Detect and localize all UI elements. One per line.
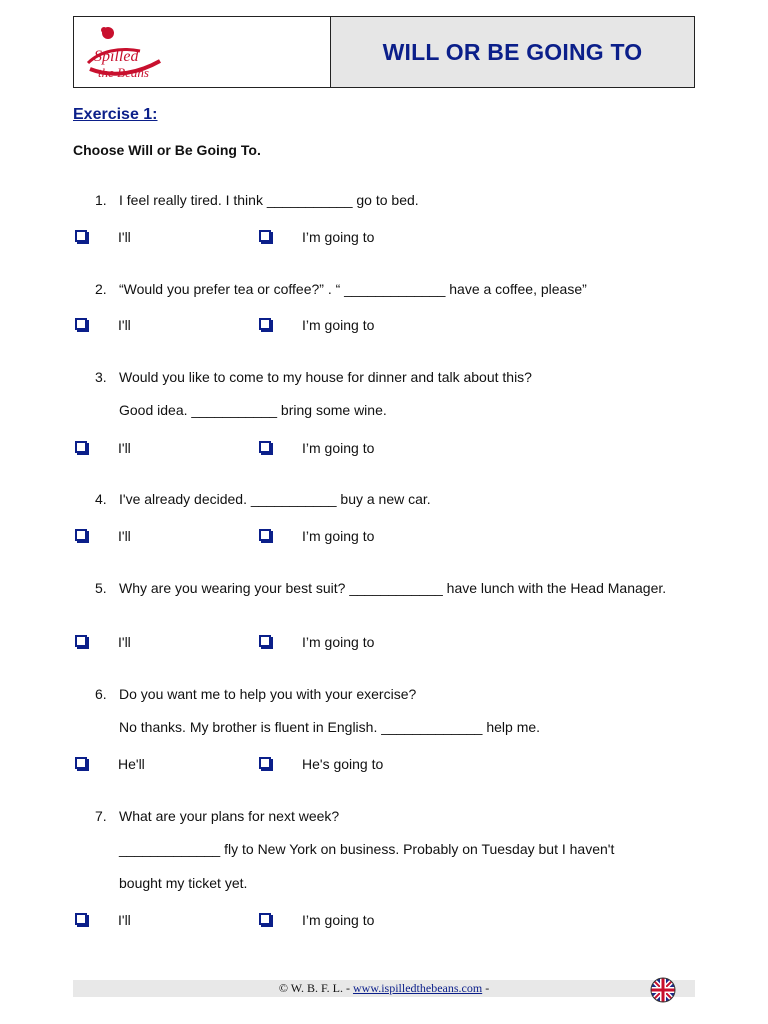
answer-options	[73, 440, 673, 458]
checkbox-option-b[interactable]	[259, 230, 271, 242]
answer-options	[73, 528, 673, 546]
question-text: I feel really tired. I think ___________ go to bed.	[119, 192, 419, 208]
question-number: 3.	[95, 369, 107, 385]
question-text: bought my ticket yet.	[119, 875, 248, 891]
answer-options	[73, 229, 673, 247]
question-text: Would you like to come to my house for dinner and talk about this?	[119, 369, 532, 385]
footer-suffix: -	[482, 981, 490, 995]
checkbox-option-a[interactable]	[75, 757, 87, 769]
checkbox-option-a[interactable]	[75, 913, 87, 925]
question-text: No thanks. My brother is fluent in English. _____________ help me.	[119, 719, 541, 735]
answer-options	[73, 317, 673, 335]
footer-link[interactable]: www.ispilledthebeans.com	[352, 981, 483, 995]
logo-cell	[74, 17, 331, 87]
option-a-label: I'll	[118, 317, 131, 333]
checkbox-option-a[interactable]	[75, 230, 87, 242]
option-b-label: I’m going to	[302, 528, 375, 544]
checkbox-option-b[interactable]	[259, 318, 271, 330]
checkbox-option-a[interactable]	[75, 318, 87, 330]
checkbox-option-b[interactable]	[259, 635, 271, 647]
question-number: 7.	[95, 808, 107, 824]
option-b-label: I’m going to	[302, 634, 375, 650]
question-number: 4.	[95, 491, 107, 507]
logo	[80, 21, 170, 85]
checkbox-option-b[interactable]	[259, 441, 271, 453]
svg-text:the Beans: the Beans	[98, 65, 149, 80]
question-text: I've already decided. ___________ buy a new car.	[119, 491, 431, 507]
question-number: 6.	[95, 686, 107, 702]
option-b-label: I’m going to	[302, 229, 375, 245]
checkbox-option-b[interactable]	[259, 529, 271, 541]
checkbox-option-b[interactable]	[259, 757, 271, 769]
option-a-label: I'll	[118, 528, 131, 544]
option-a-label: I'll	[118, 229, 131, 245]
option-b-label: I’m going to	[302, 317, 375, 333]
footer	[73, 980, 695, 997]
checkbox-option-a[interactable]	[75, 529, 87, 541]
checkbox-option-b[interactable]	[259, 913, 271, 925]
question-text: Good idea. ___________ bring some wine.	[119, 402, 387, 418]
instruction: Choose Will or Be Going To.	[73, 142, 261, 158]
option-b-label: I’m going to	[302, 912, 375, 928]
option-a-label: He'll	[118, 756, 145, 772]
option-a-label: I'll	[118, 634, 131, 650]
question-text: What are your plans for next week?	[119, 808, 340, 824]
uk-flag-icon	[650, 977, 676, 1003]
page-title: WILL OR BE GOING TO	[331, 17, 694, 87]
worksheet-header	[73, 16, 695, 88]
option-a-label: I'll	[118, 912, 131, 928]
checkbox-option-a[interactable]	[75, 635, 87, 647]
option-b-label: He's going to	[302, 756, 384, 772]
option-a-label: I'll	[118, 440, 131, 456]
question-number: 2.	[95, 281, 107, 297]
option-b-label: I’m going to	[302, 440, 375, 456]
question-text: Do you want me to help you with your exercise?	[119, 686, 417, 702]
question-number: 1.	[95, 192, 107, 208]
checkbox-option-a[interactable]	[75, 441, 87, 453]
exercise-title: Exercise 1:	[73, 106, 158, 123]
answer-options	[73, 756, 673, 774]
question-number: 5.	[95, 580, 107, 596]
question-text: Why are you wearing your best suit? ____________ have lunch with the Head Manager.	[119, 580, 667, 596]
question-text: “Would you prefer tea or coffee?” . “ _____________ have a coffee, please”	[119, 281, 587, 297]
footer-copyright: © W. B. F. L. -	[278, 981, 353, 995]
answer-options	[73, 634, 673, 652]
question-text: _____________ fly to New York on business. Probably on Tuesday but I haven't	[119, 841, 615, 857]
svg-text:Spilled: Spilled	[94, 48, 139, 65]
answer-options	[73, 912, 673, 930]
